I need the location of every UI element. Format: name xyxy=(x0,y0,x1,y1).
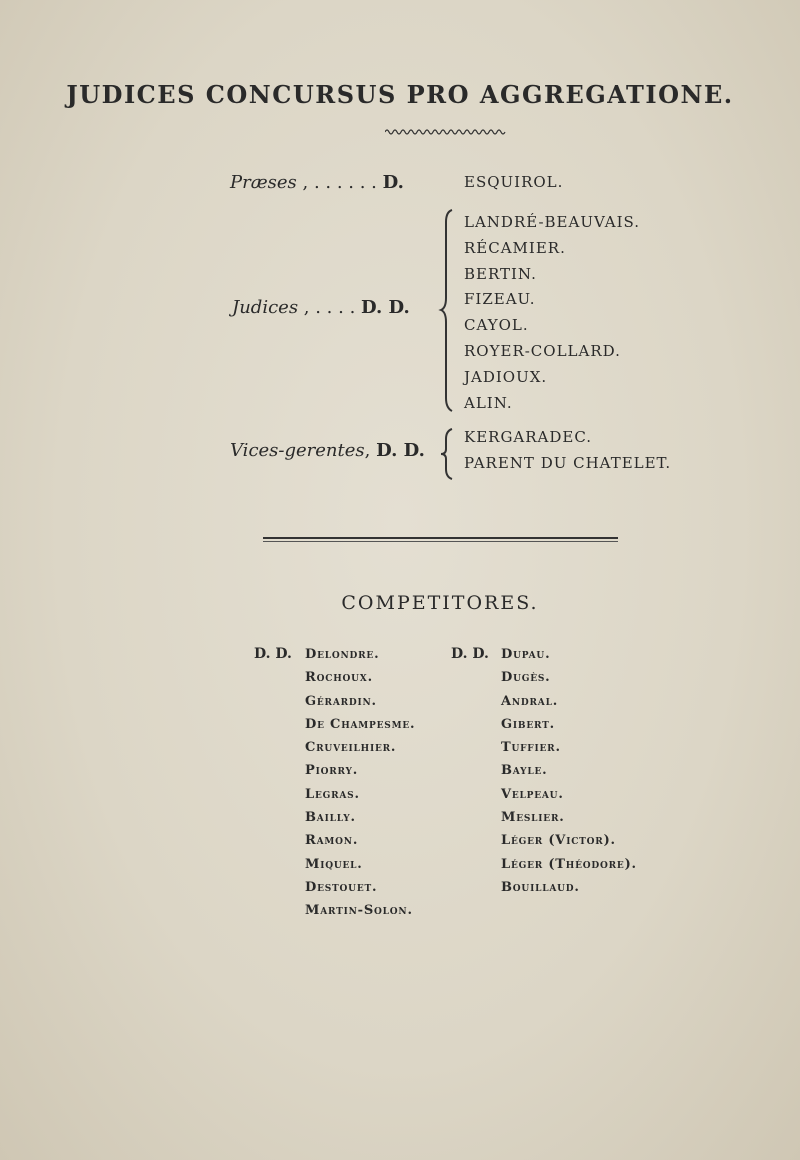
vices-gerentes-dots: , xyxy=(364,440,371,461)
competitor-name: Velpeau. xyxy=(501,786,564,802)
competitor-name: Destouet. xyxy=(305,879,378,895)
judices-title: D. D. xyxy=(361,297,410,318)
competitor-name: Miquel. xyxy=(305,856,363,872)
vices-gerentes-title: D. D. xyxy=(376,440,425,461)
competitor-name: Meslier. xyxy=(501,810,565,826)
competitor-name: Dugès. xyxy=(501,670,551,686)
judices-brace xyxy=(438,208,460,413)
competitor-name: De Champesme. xyxy=(305,716,416,732)
judex-name: ROYER-COLLARD. xyxy=(464,341,621,360)
competitor-name: Andral. xyxy=(501,693,559,709)
competitores-left-list xyxy=(305,643,415,923)
competitor-name: Dupau. xyxy=(501,647,551,662)
competitor-name: Gibert. xyxy=(501,716,555,732)
judex-name: RÉCAMIER. xyxy=(464,238,566,257)
competitor-name: Legras. xyxy=(305,786,360,802)
competitores-left-prefix: D. D. xyxy=(254,646,292,662)
competitor-name: Gérardin. xyxy=(305,693,377,709)
competitor-name: Bailly. xyxy=(305,810,356,826)
competitor-name: Piorry. xyxy=(305,763,359,779)
judices-name-list xyxy=(464,210,640,416)
praeses-row xyxy=(230,172,404,193)
judex-name: FIZEAU. xyxy=(464,290,536,309)
judices-row xyxy=(232,297,410,318)
praeses-label: Præses xyxy=(230,172,297,193)
competitor-name: Tuffier. xyxy=(501,740,561,756)
competitor-name: Bouillaud. xyxy=(501,879,580,895)
judex-name: CAYOL. xyxy=(464,316,529,335)
judex-name: BERTIN. xyxy=(464,264,537,283)
competitor-name: Martin-Solon. xyxy=(305,903,413,919)
competitor-name: Delondre. xyxy=(305,647,380,662)
competitor-name: Rochoux. xyxy=(305,670,373,686)
competitor-name: Ramon. xyxy=(305,833,359,849)
judex-name: ALIN. xyxy=(464,393,513,412)
judices-dots: , . . . . xyxy=(303,297,356,318)
wavy-ornament xyxy=(385,128,507,136)
vices-gerentes-name-list xyxy=(464,425,671,477)
competitores-right-list xyxy=(501,643,637,899)
page-title: JUDICES CONCURSUS PRO AGGREGATIONE. xyxy=(66,80,734,109)
competitor-name: Bayle. xyxy=(501,763,548,779)
vices-gerentes-brace xyxy=(438,427,460,481)
vices-gerentes-row xyxy=(230,440,425,461)
vice-gerens-name: PARENT DU CHATELET. xyxy=(464,453,672,472)
praeses-name: ESQUIROL. xyxy=(464,173,564,191)
vices-gerentes-label: Vices-gerentes xyxy=(230,440,365,461)
competitor-name: Léger (Victor). xyxy=(501,833,616,849)
vice-gerens-name: KERGARADEC. xyxy=(464,428,593,446)
competitor-name: Cruveilhier. xyxy=(305,740,397,756)
praeses-name-block xyxy=(464,170,563,196)
judices-label: Judices xyxy=(232,297,299,318)
praeses-title: D. xyxy=(382,172,404,193)
double-rule-divider xyxy=(263,537,618,542)
competitor-name: Léger (Théodore). xyxy=(501,856,637,872)
judex-name: LANDRÉ-BEAUVAIS. xyxy=(464,213,641,231)
competitores-title: COMPETITORES. xyxy=(341,592,539,614)
judex-name: JADIOUX. xyxy=(464,367,548,386)
praeses-dots: , . . . . . . xyxy=(302,172,377,193)
competitores-right-prefix: D. D. xyxy=(451,646,489,662)
